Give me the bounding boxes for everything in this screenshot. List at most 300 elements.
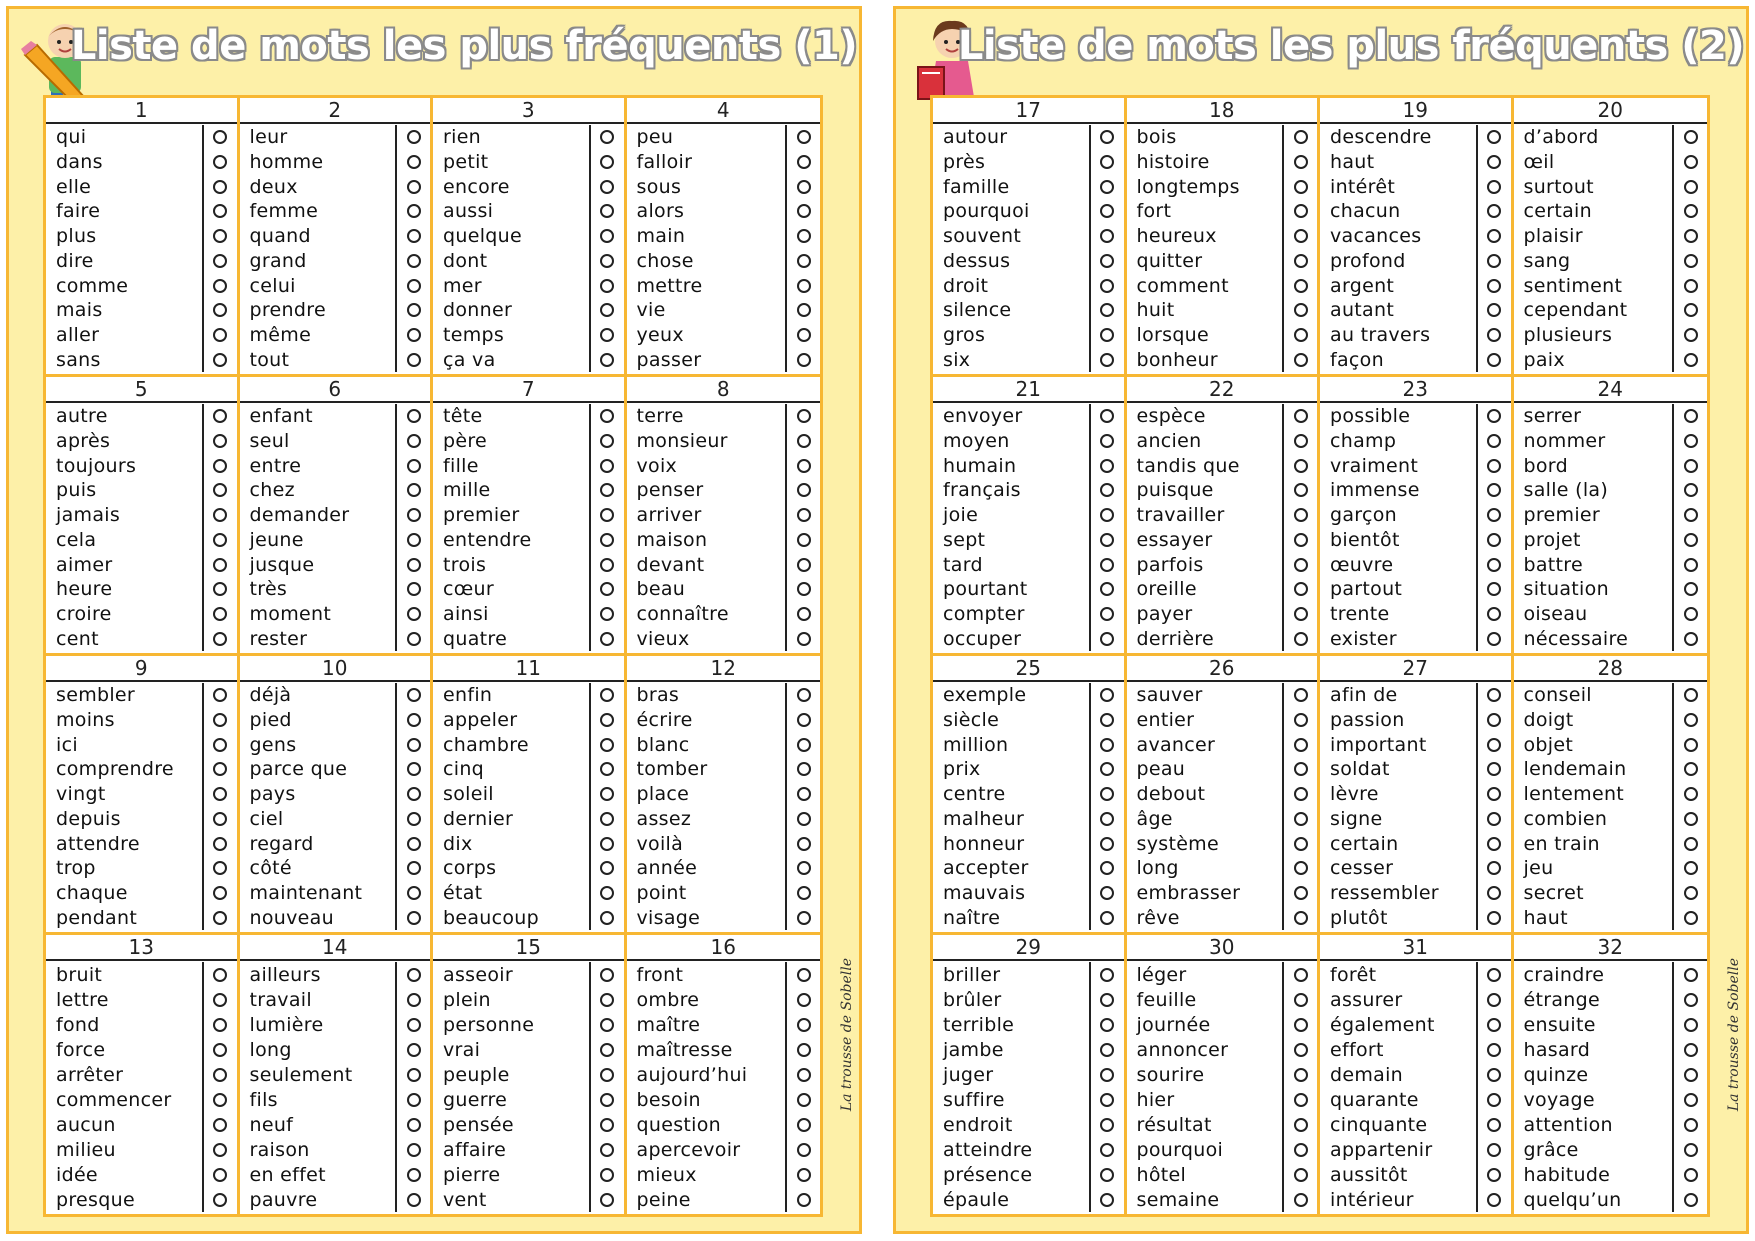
- circle-checkbox-icon[interactable]: [1100, 632, 1114, 646]
- circle-checkbox-icon[interactable]: [407, 911, 421, 925]
- circle-checkbox-icon[interactable]: [1294, 1068, 1308, 1082]
- circle-checkbox-icon[interactable]: [1684, 204, 1698, 218]
- circle-checkbox-icon[interactable]: [213, 533, 227, 547]
- circle-checkbox-icon[interactable]: [407, 582, 421, 596]
- circle-checkbox-icon[interactable]: [1684, 993, 1698, 1007]
- circle-checkbox-icon[interactable]: [797, 632, 811, 646]
- circle-checkbox-icon[interactable]: [1294, 533, 1308, 547]
- circle-checkbox-icon[interactable]: [407, 483, 421, 497]
- circle-checkbox-icon[interactable]: [213, 837, 227, 851]
- circle-checkbox-icon[interactable]: [1487, 303, 1501, 317]
- circle-checkbox-icon[interactable]: [1487, 254, 1501, 268]
- circle-checkbox-icon[interactable]: [600, 558, 614, 572]
- circle-checkbox-icon[interactable]: [213, 968, 227, 982]
- circle-checkbox-icon[interactable]: [213, 1118, 227, 1132]
- circle-checkbox-icon[interactable]: [1684, 886, 1698, 900]
- circle-checkbox-icon[interactable]: [1684, 508, 1698, 522]
- circle-checkbox-icon[interactable]: [213, 1068, 227, 1082]
- circle-checkbox-icon[interactable]: [213, 582, 227, 596]
- circle-checkbox-icon[interactable]: [1100, 303, 1114, 317]
- circle-checkbox-icon[interactable]: [797, 155, 811, 169]
- circle-checkbox-icon[interactable]: [600, 911, 614, 925]
- circle-checkbox-icon[interactable]: [1684, 1118, 1698, 1132]
- circle-checkbox-icon[interactable]: [797, 911, 811, 925]
- circle-checkbox-icon[interactable]: [1294, 328, 1308, 342]
- circle-checkbox-icon[interactable]: [600, 1093, 614, 1107]
- circle-checkbox-icon[interactable]: [1684, 434, 1698, 448]
- circle-checkbox-icon[interactable]: [1684, 459, 1698, 473]
- circle-checkbox-icon[interactable]: [1487, 861, 1501, 875]
- circle-checkbox-icon[interactable]: [797, 1068, 811, 1082]
- circle-checkbox-icon[interactable]: [213, 328, 227, 342]
- circle-checkbox-icon[interactable]: [1100, 533, 1114, 547]
- circle-checkbox-icon[interactable]: [1294, 762, 1308, 776]
- circle-checkbox-icon[interactable]: [1684, 812, 1698, 826]
- circle-checkbox-icon[interactable]: [213, 229, 227, 243]
- circle-checkbox-icon[interactable]: [213, 911, 227, 925]
- circle-checkbox-icon[interactable]: [797, 254, 811, 268]
- circle-checkbox-icon[interactable]: [1100, 130, 1114, 144]
- circle-checkbox-icon[interactable]: [1487, 533, 1501, 547]
- circle-checkbox-icon[interactable]: [213, 886, 227, 900]
- circle-checkbox-icon[interactable]: [1487, 353, 1501, 367]
- circle-checkbox-icon[interactable]: [1100, 1093, 1114, 1107]
- circle-checkbox-icon[interactable]: [213, 1168, 227, 1182]
- circle-checkbox-icon[interactable]: [600, 483, 614, 497]
- circle-checkbox-icon[interactable]: [1294, 155, 1308, 169]
- circle-checkbox-icon[interactable]: [1684, 787, 1698, 801]
- circle-checkbox-icon[interactable]: [1487, 993, 1501, 1007]
- circle-checkbox-icon[interactable]: [1684, 1093, 1698, 1107]
- circle-checkbox-icon[interactable]: [407, 1193, 421, 1207]
- circle-checkbox-icon[interactable]: [600, 1118, 614, 1132]
- circle-checkbox-icon[interactable]: [600, 968, 614, 982]
- circle-checkbox-icon[interactable]: [213, 409, 227, 423]
- circle-checkbox-icon[interactable]: [1294, 180, 1308, 194]
- circle-checkbox-icon[interactable]: [1100, 1018, 1114, 1032]
- circle-checkbox-icon[interactable]: [1100, 508, 1114, 522]
- circle-checkbox-icon[interactable]: [797, 434, 811, 448]
- circle-checkbox-icon[interactable]: [1294, 1168, 1308, 1182]
- circle-checkbox-icon[interactable]: [600, 738, 614, 752]
- circle-checkbox-icon[interactable]: [213, 353, 227, 367]
- circle-checkbox-icon[interactable]: [213, 483, 227, 497]
- circle-checkbox-icon[interactable]: [407, 688, 421, 702]
- circle-checkbox-icon[interactable]: [1684, 1068, 1698, 1082]
- circle-checkbox-icon[interactable]: [600, 607, 614, 621]
- circle-checkbox-icon[interactable]: [1487, 459, 1501, 473]
- circle-checkbox-icon[interactable]: [797, 762, 811, 776]
- circle-checkbox-icon[interactable]: [407, 328, 421, 342]
- circle-checkbox-icon[interactable]: [1294, 229, 1308, 243]
- circle-checkbox-icon[interactable]: [797, 1168, 811, 1182]
- circle-checkbox-icon[interactable]: [1100, 328, 1114, 342]
- circle-checkbox-icon[interactable]: [1487, 180, 1501, 194]
- circle-checkbox-icon[interactable]: [213, 632, 227, 646]
- circle-checkbox-icon[interactable]: [1487, 1018, 1501, 1032]
- circle-checkbox-icon[interactable]: [213, 1093, 227, 1107]
- circle-checkbox-icon[interactable]: [797, 1018, 811, 1032]
- circle-checkbox-icon[interactable]: [600, 582, 614, 596]
- circle-checkbox-icon[interactable]: [213, 130, 227, 144]
- circle-checkbox-icon[interactable]: [1294, 861, 1308, 875]
- circle-checkbox-icon[interactable]: [1294, 968, 1308, 982]
- circle-checkbox-icon[interactable]: [213, 787, 227, 801]
- circle-checkbox-icon[interactable]: [407, 533, 421, 547]
- circle-checkbox-icon[interactable]: [600, 861, 614, 875]
- circle-checkbox-icon[interactable]: [213, 861, 227, 875]
- circle-checkbox-icon[interactable]: [1294, 812, 1308, 826]
- circle-checkbox-icon[interactable]: [1684, 738, 1698, 752]
- circle-checkbox-icon[interactable]: [600, 229, 614, 243]
- circle-checkbox-icon[interactable]: [1100, 409, 1114, 423]
- circle-checkbox-icon[interactable]: [1487, 130, 1501, 144]
- circle-checkbox-icon[interactable]: [407, 762, 421, 776]
- circle-checkbox-icon[interactable]: [1684, 861, 1698, 875]
- circle-checkbox-icon[interactable]: [1684, 130, 1698, 144]
- circle-checkbox-icon[interactable]: [600, 1143, 614, 1157]
- circle-checkbox-icon[interactable]: [1100, 1068, 1114, 1082]
- circle-checkbox-icon[interactable]: [600, 279, 614, 293]
- circle-checkbox-icon[interactable]: [1487, 582, 1501, 596]
- circle-checkbox-icon[interactable]: [1487, 1068, 1501, 1082]
- circle-checkbox-icon[interactable]: [1100, 254, 1114, 268]
- circle-checkbox-icon[interactable]: [407, 993, 421, 1007]
- circle-checkbox-icon[interactable]: [600, 328, 614, 342]
- circle-checkbox-icon[interactable]: [1487, 607, 1501, 621]
- circle-checkbox-icon[interactable]: [1684, 688, 1698, 702]
- circle-checkbox-icon[interactable]: [1294, 1093, 1308, 1107]
- circle-checkbox-icon[interactable]: [213, 688, 227, 702]
- circle-checkbox-icon[interactable]: [797, 1193, 811, 1207]
- circle-checkbox-icon[interactable]: [407, 812, 421, 826]
- circle-checkbox-icon[interactable]: [1294, 353, 1308, 367]
- circle-checkbox-icon[interactable]: [1100, 582, 1114, 596]
- circle-checkbox-icon[interactable]: [797, 130, 811, 144]
- circle-checkbox-icon[interactable]: [1294, 204, 1308, 218]
- circle-checkbox-icon[interactable]: [407, 409, 421, 423]
- circle-checkbox-icon[interactable]: [797, 968, 811, 982]
- circle-checkbox-icon[interactable]: [797, 409, 811, 423]
- circle-checkbox-icon[interactable]: [797, 713, 811, 727]
- circle-checkbox-icon[interactable]: [213, 254, 227, 268]
- circle-checkbox-icon[interactable]: [407, 1068, 421, 1082]
- circle-checkbox-icon[interactable]: [1487, 968, 1501, 982]
- circle-checkbox-icon[interactable]: [1294, 434, 1308, 448]
- circle-checkbox-icon[interactable]: [1100, 180, 1114, 194]
- circle-checkbox-icon[interactable]: [407, 886, 421, 900]
- circle-checkbox-icon[interactable]: [600, 254, 614, 268]
- circle-checkbox-icon[interactable]: [1684, 229, 1698, 243]
- circle-checkbox-icon[interactable]: [600, 180, 614, 194]
- circle-checkbox-icon[interactable]: [407, 229, 421, 243]
- circle-checkbox-icon[interactable]: [1487, 483, 1501, 497]
- circle-checkbox-icon[interactable]: [1294, 558, 1308, 572]
- circle-checkbox-icon[interactable]: [407, 632, 421, 646]
- circle-checkbox-icon[interactable]: [1100, 607, 1114, 621]
- circle-checkbox-icon[interactable]: [1100, 483, 1114, 497]
- circle-checkbox-icon[interactable]: [797, 353, 811, 367]
- circle-checkbox-icon[interactable]: [1294, 993, 1308, 1007]
- circle-checkbox-icon[interactable]: [1684, 155, 1698, 169]
- circle-checkbox-icon[interactable]: [1684, 279, 1698, 293]
- circle-checkbox-icon[interactable]: [213, 812, 227, 826]
- circle-checkbox-icon[interactable]: [1294, 279, 1308, 293]
- circle-checkbox-icon[interactable]: [1487, 328, 1501, 342]
- circle-checkbox-icon[interactable]: [1487, 204, 1501, 218]
- circle-checkbox-icon[interactable]: [600, 508, 614, 522]
- circle-checkbox-icon[interactable]: [797, 533, 811, 547]
- circle-checkbox-icon[interactable]: [600, 1168, 614, 1182]
- circle-checkbox-icon[interactable]: [600, 434, 614, 448]
- circle-checkbox-icon[interactable]: [600, 533, 614, 547]
- circle-checkbox-icon[interactable]: [1487, 1093, 1501, 1107]
- circle-checkbox-icon[interactable]: [1684, 911, 1698, 925]
- circle-checkbox-icon[interactable]: [407, 713, 421, 727]
- circle-checkbox-icon[interactable]: [1100, 713, 1114, 727]
- circle-checkbox-icon[interactable]: [797, 558, 811, 572]
- circle-checkbox-icon[interactable]: [1684, 483, 1698, 497]
- circle-checkbox-icon[interactable]: [1100, 1118, 1114, 1132]
- circle-checkbox-icon[interactable]: [1100, 993, 1114, 1007]
- circle-checkbox-icon[interactable]: [797, 607, 811, 621]
- circle-checkbox-icon[interactable]: [407, 130, 421, 144]
- circle-checkbox-icon[interactable]: [1100, 688, 1114, 702]
- circle-checkbox-icon[interactable]: [600, 353, 614, 367]
- circle-checkbox-icon[interactable]: [1100, 1193, 1114, 1207]
- circle-checkbox-icon[interactable]: [1100, 812, 1114, 826]
- circle-checkbox-icon[interactable]: [1100, 886, 1114, 900]
- circle-checkbox-icon[interactable]: [600, 1018, 614, 1032]
- circle-checkbox-icon[interactable]: [1294, 886, 1308, 900]
- circle-checkbox-icon[interactable]: [1684, 632, 1698, 646]
- circle-checkbox-icon[interactable]: [407, 968, 421, 982]
- circle-checkbox-icon[interactable]: [797, 993, 811, 1007]
- circle-checkbox-icon[interactable]: [797, 204, 811, 218]
- circle-checkbox-icon[interactable]: [1294, 632, 1308, 646]
- circle-checkbox-icon[interactable]: [797, 787, 811, 801]
- circle-checkbox-icon[interactable]: [213, 508, 227, 522]
- circle-checkbox-icon[interactable]: [1487, 812, 1501, 826]
- circle-checkbox-icon[interactable]: [407, 155, 421, 169]
- circle-checkbox-icon[interactable]: [1487, 1168, 1501, 1182]
- circle-checkbox-icon[interactable]: [1487, 1193, 1501, 1207]
- circle-checkbox-icon[interactable]: [1487, 558, 1501, 572]
- circle-checkbox-icon[interactable]: [407, 1018, 421, 1032]
- circle-checkbox-icon[interactable]: [797, 1143, 811, 1157]
- circle-checkbox-icon[interactable]: [1684, 558, 1698, 572]
- circle-checkbox-icon[interactable]: [1487, 434, 1501, 448]
- circle-checkbox-icon[interactable]: [213, 459, 227, 473]
- circle-checkbox-icon[interactable]: [600, 303, 614, 317]
- circle-checkbox-icon[interactable]: [600, 886, 614, 900]
- circle-checkbox-icon[interactable]: [1100, 155, 1114, 169]
- circle-checkbox-icon[interactable]: [1487, 229, 1501, 243]
- circle-checkbox-icon[interactable]: [1100, 911, 1114, 925]
- circle-checkbox-icon[interactable]: [1100, 353, 1114, 367]
- circle-checkbox-icon[interactable]: [407, 1118, 421, 1132]
- circle-checkbox-icon[interactable]: [797, 303, 811, 317]
- circle-checkbox-icon[interactable]: [600, 130, 614, 144]
- circle-checkbox-icon[interactable]: [407, 837, 421, 851]
- circle-checkbox-icon[interactable]: [797, 180, 811, 194]
- circle-checkbox-icon[interactable]: [797, 812, 811, 826]
- circle-checkbox-icon[interactable]: [1684, 837, 1698, 851]
- circle-checkbox-icon[interactable]: [213, 434, 227, 448]
- circle-checkbox-icon[interactable]: [1100, 837, 1114, 851]
- circle-checkbox-icon[interactable]: [213, 993, 227, 1007]
- circle-checkbox-icon[interactable]: [1100, 861, 1114, 875]
- circle-checkbox-icon[interactable]: [600, 812, 614, 826]
- circle-checkbox-icon[interactable]: [213, 303, 227, 317]
- circle-checkbox-icon[interactable]: [797, 582, 811, 596]
- circle-checkbox-icon[interactable]: [1294, 409, 1308, 423]
- circle-checkbox-icon[interactable]: [1684, 328, 1698, 342]
- circle-checkbox-icon[interactable]: [213, 762, 227, 776]
- circle-checkbox-icon[interactable]: [407, 508, 421, 522]
- circle-checkbox-icon[interactable]: [797, 688, 811, 702]
- circle-checkbox-icon[interactable]: [1294, 1018, 1308, 1032]
- circle-checkbox-icon[interactable]: [797, 483, 811, 497]
- circle-checkbox-icon[interactable]: [1487, 713, 1501, 727]
- circle-checkbox-icon[interactable]: [600, 1043, 614, 1057]
- circle-checkbox-icon[interactable]: [1294, 688, 1308, 702]
- circle-checkbox-icon[interactable]: [1100, 787, 1114, 801]
- circle-checkbox-icon[interactable]: [407, 279, 421, 293]
- circle-checkbox-icon[interactable]: [1684, 180, 1698, 194]
- circle-checkbox-icon[interactable]: [213, 1018, 227, 1032]
- circle-checkbox-icon[interactable]: [1487, 1043, 1501, 1057]
- circle-checkbox-icon[interactable]: [797, 459, 811, 473]
- circle-checkbox-icon[interactable]: [797, 1043, 811, 1057]
- circle-checkbox-icon[interactable]: [1294, 607, 1308, 621]
- circle-checkbox-icon[interactable]: [407, 434, 421, 448]
- circle-checkbox-icon[interactable]: [407, 303, 421, 317]
- circle-checkbox-icon[interactable]: [797, 738, 811, 752]
- circle-checkbox-icon[interactable]: [1294, 1118, 1308, 1132]
- circle-checkbox-icon[interactable]: [1100, 229, 1114, 243]
- circle-checkbox-icon[interactable]: [797, 1118, 811, 1132]
- circle-checkbox-icon[interactable]: [213, 1143, 227, 1157]
- circle-checkbox-icon[interactable]: [600, 632, 614, 646]
- circle-checkbox-icon[interactable]: [1294, 713, 1308, 727]
- circle-checkbox-icon[interactable]: [1100, 204, 1114, 218]
- circle-checkbox-icon[interactable]: [1487, 911, 1501, 925]
- circle-checkbox-icon[interactable]: [213, 155, 227, 169]
- circle-checkbox-icon[interactable]: [1684, 762, 1698, 776]
- circle-checkbox-icon[interactable]: [407, 787, 421, 801]
- circle-checkbox-icon[interactable]: [407, 353, 421, 367]
- circle-checkbox-icon[interactable]: [213, 713, 227, 727]
- circle-checkbox-icon[interactable]: [1684, 303, 1698, 317]
- circle-checkbox-icon[interactable]: [1684, 1043, 1698, 1057]
- circle-checkbox-icon[interactable]: [1487, 886, 1501, 900]
- circle-checkbox-icon[interactable]: [1100, 459, 1114, 473]
- circle-checkbox-icon[interactable]: [600, 1193, 614, 1207]
- circle-checkbox-icon[interactable]: [1100, 738, 1114, 752]
- circle-checkbox-icon[interactable]: [1100, 762, 1114, 776]
- circle-checkbox-icon[interactable]: [797, 229, 811, 243]
- circle-checkbox-icon[interactable]: [1294, 1043, 1308, 1057]
- circle-checkbox-icon[interactable]: [407, 254, 421, 268]
- circle-checkbox-icon[interactable]: [1684, 353, 1698, 367]
- circle-checkbox-icon[interactable]: [213, 1193, 227, 1207]
- circle-checkbox-icon[interactable]: [1294, 508, 1308, 522]
- circle-checkbox-icon[interactable]: [1487, 632, 1501, 646]
- circle-checkbox-icon[interactable]: [407, 1043, 421, 1057]
- circle-checkbox-icon[interactable]: [1684, 1018, 1698, 1032]
- circle-checkbox-icon[interactable]: [1100, 1043, 1114, 1057]
- circle-checkbox-icon[interactable]: [797, 886, 811, 900]
- circle-checkbox-icon[interactable]: [407, 459, 421, 473]
- circle-checkbox-icon[interactable]: [1294, 738, 1308, 752]
- circle-checkbox-icon[interactable]: [1487, 155, 1501, 169]
- circle-checkbox-icon[interactable]: [1294, 837, 1308, 851]
- circle-checkbox-icon[interactable]: [1684, 409, 1698, 423]
- circle-checkbox-icon[interactable]: [213, 738, 227, 752]
- circle-checkbox-icon[interactable]: [407, 607, 421, 621]
- circle-checkbox-icon[interactable]: [600, 459, 614, 473]
- circle-checkbox-icon[interactable]: [213, 607, 227, 621]
- circle-checkbox-icon[interactable]: [1487, 1118, 1501, 1132]
- circle-checkbox-icon[interactable]: [797, 508, 811, 522]
- circle-checkbox-icon[interactable]: [1684, 713, 1698, 727]
- circle-checkbox-icon[interactable]: [213, 1043, 227, 1057]
- circle-checkbox-icon[interactable]: [1294, 459, 1308, 473]
- circle-checkbox-icon[interactable]: [1294, 483, 1308, 497]
- circle-checkbox-icon[interactable]: [1294, 1143, 1308, 1157]
- circle-checkbox-icon[interactable]: [797, 279, 811, 293]
- circle-checkbox-icon[interactable]: [407, 1168, 421, 1182]
- circle-checkbox-icon[interactable]: [1294, 254, 1308, 268]
- circle-checkbox-icon[interactable]: [1684, 582, 1698, 596]
- circle-checkbox-icon[interactable]: [600, 688, 614, 702]
- circle-checkbox-icon[interactable]: [600, 1068, 614, 1082]
- circle-checkbox-icon[interactable]: [1294, 787, 1308, 801]
- circle-checkbox-icon[interactable]: [600, 713, 614, 727]
- circle-checkbox-icon[interactable]: [600, 155, 614, 169]
- circle-checkbox-icon[interactable]: [1684, 254, 1698, 268]
- circle-checkbox-icon[interactable]: [600, 993, 614, 1007]
- circle-checkbox-icon[interactable]: [1294, 130, 1308, 144]
- circle-checkbox-icon[interactable]: [407, 738, 421, 752]
- circle-checkbox-icon[interactable]: [1487, 762, 1501, 776]
- circle-checkbox-icon[interactable]: [1487, 688, 1501, 702]
- circle-checkbox-icon[interactable]: [1487, 837, 1501, 851]
- circle-checkbox-icon[interactable]: [1100, 558, 1114, 572]
- circle-checkbox-icon[interactable]: [1100, 279, 1114, 293]
- circle-checkbox-icon[interactable]: [1294, 303, 1308, 317]
- circle-checkbox-icon[interactable]: [1684, 1193, 1698, 1207]
- circle-checkbox-icon[interactable]: [600, 409, 614, 423]
- circle-checkbox-icon[interactable]: [1100, 1143, 1114, 1157]
- circle-checkbox-icon[interactable]: [1684, 1168, 1698, 1182]
- circle-checkbox-icon[interactable]: [600, 204, 614, 218]
- circle-checkbox-icon[interactable]: [1294, 911, 1308, 925]
- circle-checkbox-icon[interactable]: [600, 787, 614, 801]
- circle-checkbox-icon[interactable]: [407, 861, 421, 875]
- circle-checkbox-icon[interactable]: [1100, 1168, 1114, 1182]
- circle-checkbox-icon[interactable]: [600, 837, 614, 851]
- circle-checkbox-icon[interactable]: [213, 279, 227, 293]
- circle-checkbox-icon[interactable]: [1294, 1193, 1308, 1207]
- circle-checkbox-icon[interactable]: [1487, 409, 1501, 423]
- circle-checkbox-icon[interactable]: [1100, 968, 1114, 982]
- circle-checkbox-icon[interactable]: [600, 762, 614, 776]
- circle-checkbox-icon[interactable]: [213, 558, 227, 572]
- circle-checkbox-icon[interactable]: [1487, 279, 1501, 293]
- circle-checkbox-icon[interactable]: [797, 837, 811, 851]
